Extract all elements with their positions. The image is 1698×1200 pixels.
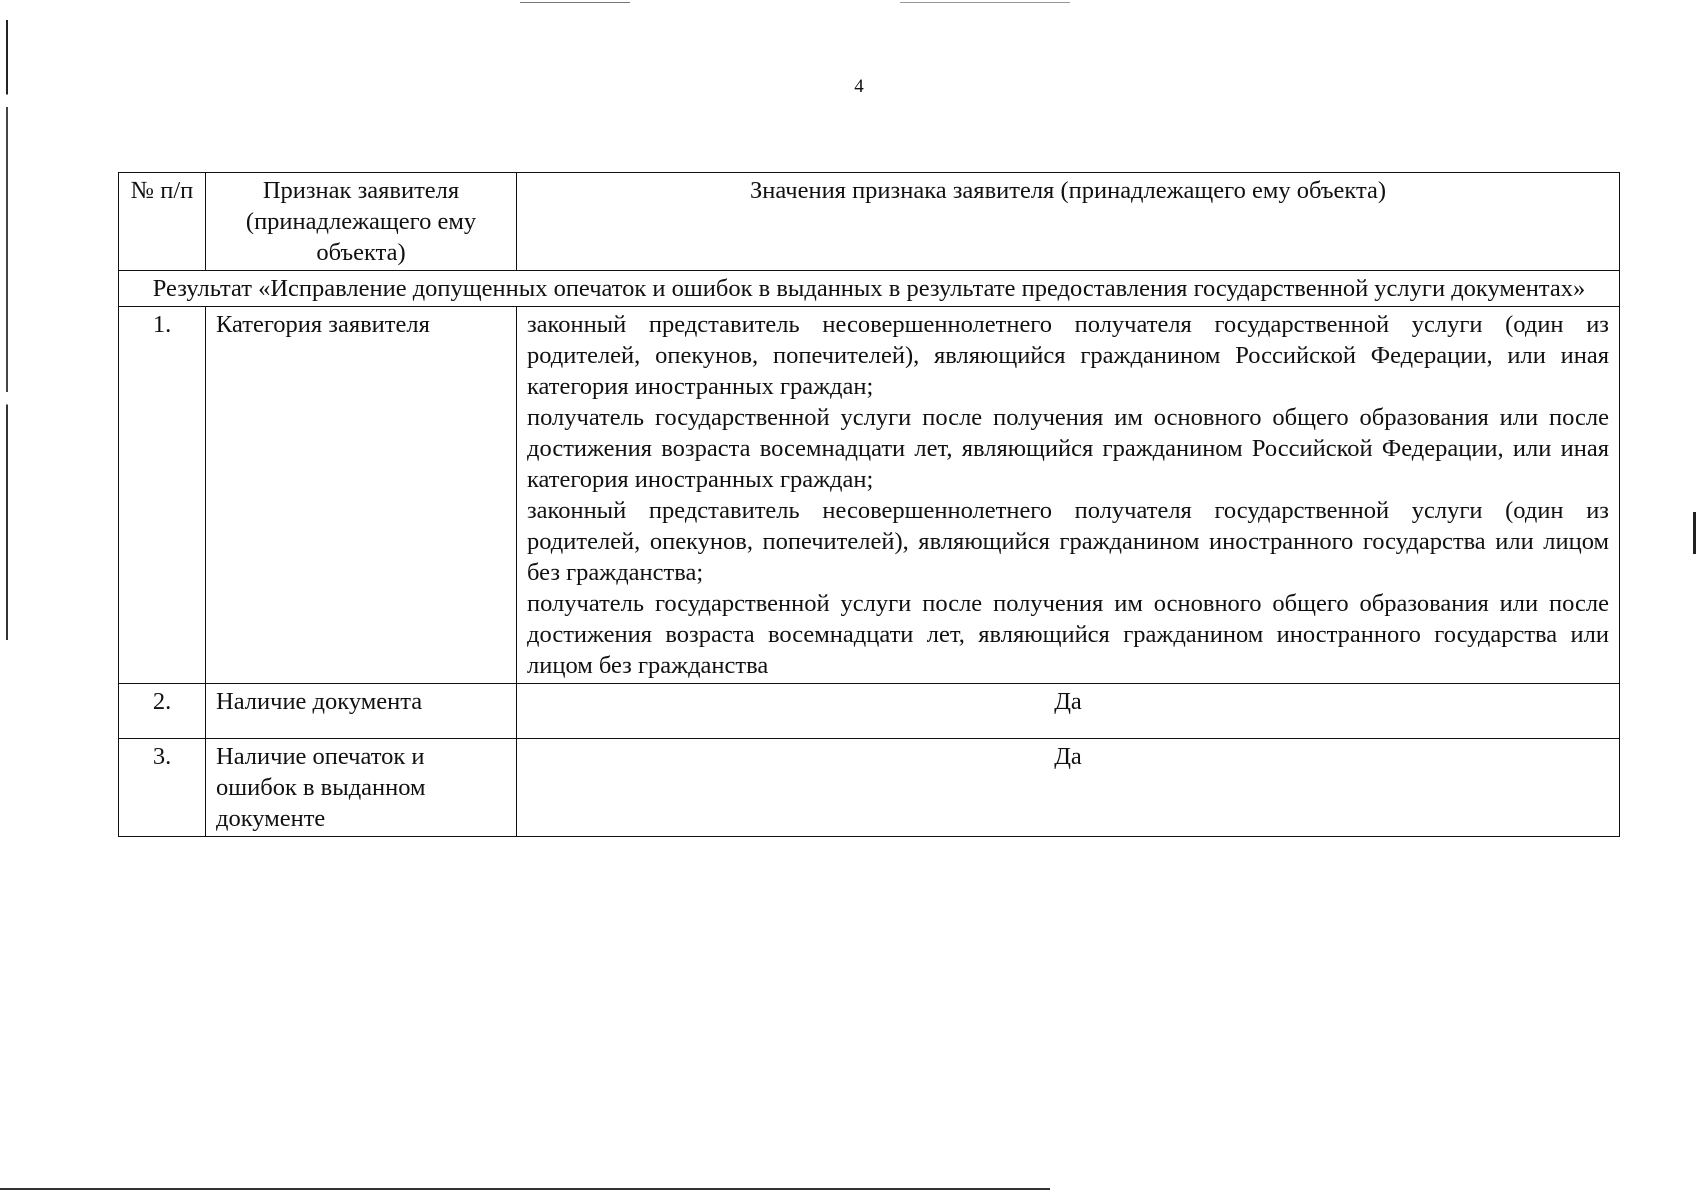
table-header-row (119, 173, 1620, 271)
row-value: Да (517, 739, 1620, 837)
header-attribute: Признак заявителя (принадлежащего ему объекта) (206, 173, 517, 271)
row-number: 3. (119, 739, 206, 837)
value-paragraph: получатель государственной услуги после получения им основного общего образования или после достижения возраста восемнадцати лет, являющийся гражданином Российской Федерации, или иная категория иностранных граждан; (527, 404, 1609, 493)
scan-edge-top (520, 2, 630, 3)
scan-edge-left (6, 20, 8, 640)
value-paragraph: получатель государственной услуги после получения им основного общего образования или после достижения возраста восемнадцати лет, являющийся гражданином иностранного государства или лицом без гражданства (527, 590, 1609, 679)
row-values (517, 307, 1620, 684)
result-title-row (119, 271, 1620, 307)
row-number: 1. (119, 307, 206, 684)
row-attribute: Наличие опечаток и ошибок в выданном документе (206, 739, 517, 837)
page-number: 4 (854, 76, 864, 97)
row-attribute: Категория заявителя (206, 307, 517, 684)
row-number: 2. (119, 684, 206, 739)
table-row (119, 684, 1620, 739)
row-attribute: Наличие документа (206, 684, 517, 739)
value-paragraph: законный представитель несовершеннолетнего получателя государственной услуги (один из родителей, опекунов, попечителей), являющийся гражданином иностранного государства или лицом без гражданства; (527, 497, 1609, 586)
header-values: Значения признака заявителя (принадлежащего ему объекта) (517, 173, 1620, 271)
applicant-attributes-table (118, 172, 1620, 837)
result-title: Результат «Исправление допущенных опечаток и ошибок в выданных в результате предоставления государственной услуги документах» (119, 271, 1620, 307)
table-row (119, 739, 1620, 837)
value-paragraph: законный представитель несовершеннолетнего получателя государственной услуги (один из родителей, опекунов, попечителей), являющийся гражданином Российской Федерации, или иная категория иностранных граждан; (527, 311, 1609, 400)
scan-edge-bottom (0, 1188, 1050, 1190)
scan-edge-right (1693, 512, 1696, 554)
header-num: № п/п (119, 173, 206, 271)
row-value: Да (517, 684, 1620, 739)
scan-edge-top-secondary (900, 2, 1070, 3)
table-row (119, 307, 1620, 684)
